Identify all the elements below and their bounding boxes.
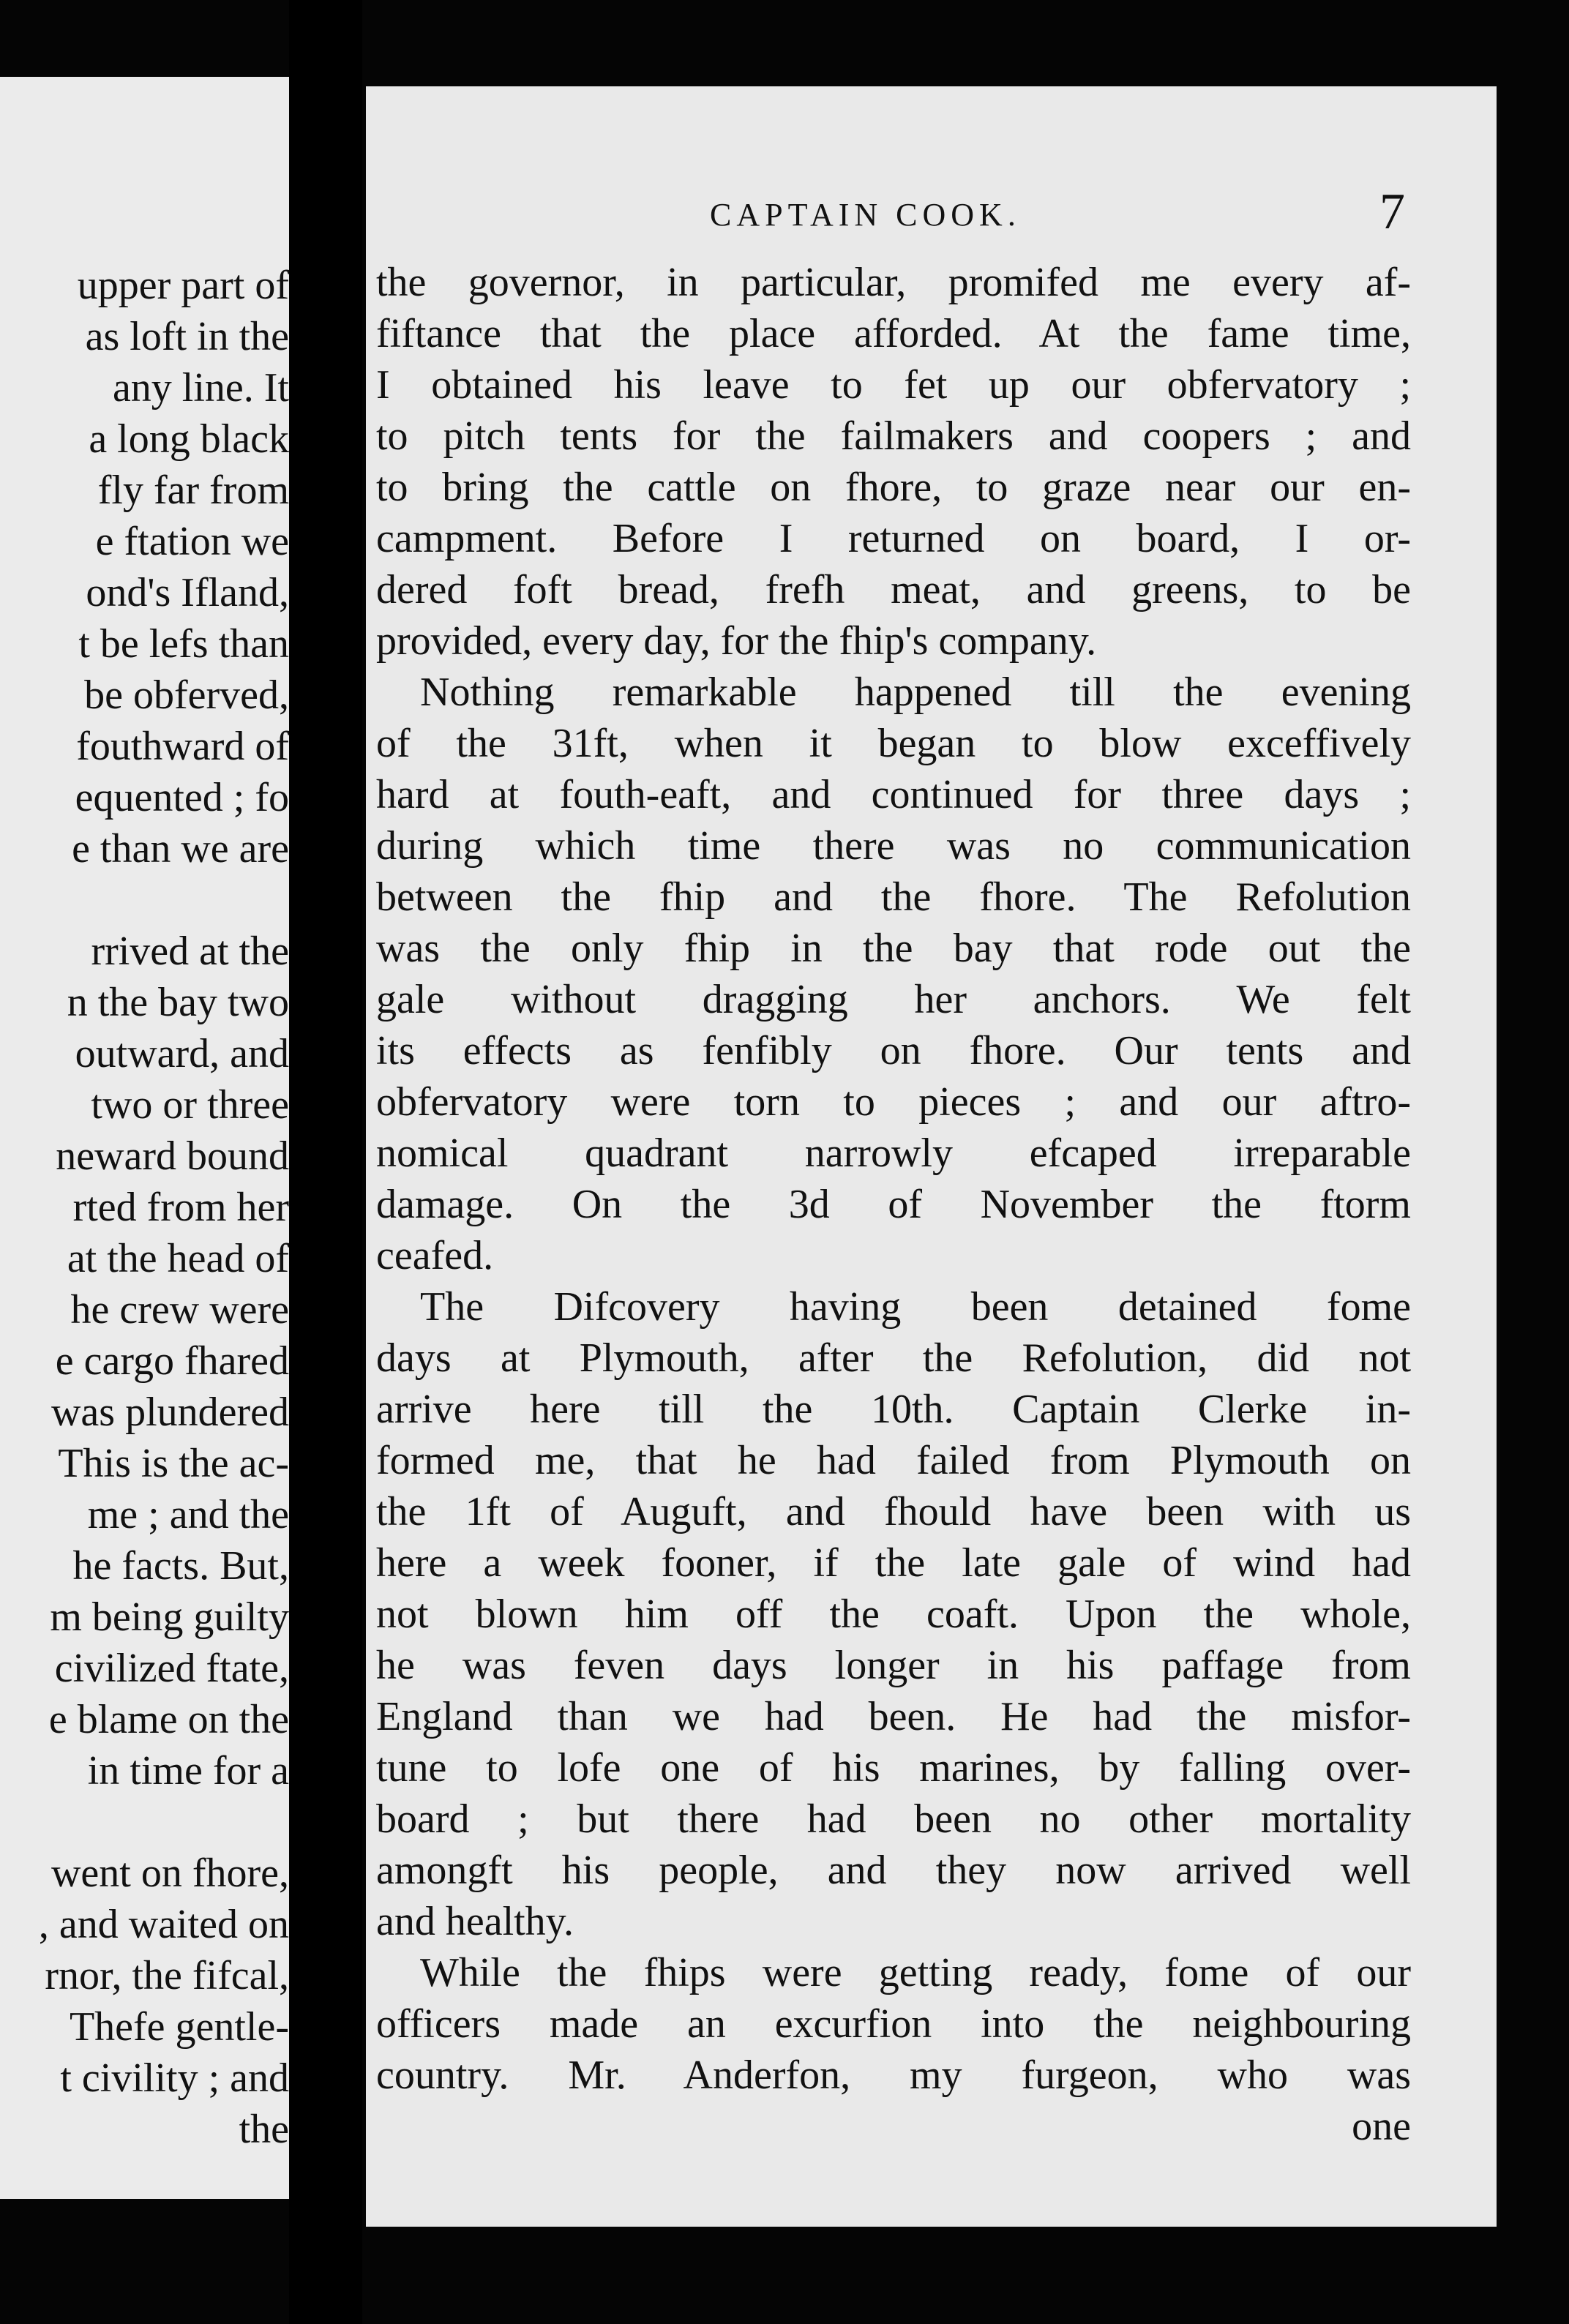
left-page-line: equented ; fo — [75, 775, 289, 820]
text-line: fiftance that the place afforded. At the fame time, — [376, 311, 1411, 356]
text-line: I obtained his leave to fet up our obfervatory ; — [376, 362, 1411, 408]
text-line: to bring the cattle on fhore, to graze near our en- — [376, 465, 1411, 510]
text-line: days at Plymouth, after the Refolution, did not — [376, 1335, 1411, 1381]
text-line: board ; but there had been no other mortality — [376, 1796, 1411, 1842]
text-line: England than we had been. He had the misfor- — [376, 1694, 1411, 1739]
text-line: of the 31ft, when it began to blow exceffively — [376, 721, 1411, 766]
left-page-line: t civility ; and — [60, 2055, 289, 2101]
text-line: was the only fhip in the bay that rode out the — [376, 926, 1411, 971]
text-line: its effects as fenfibly on fhore. Our tents and — [376, 1028, 1411, 1073]
text-line: The Difcovery having been detained fome — [420, 1284, 1411, 1330]
text-line: during which time there was no communication — [376, 823, 1411, 869]
left-page-line: he facts. But, — [72, 1543, 289, 1589]
left-page-line: was plundered — [50, 1390, 289, 1435]
left-page-line: rnor, the fifcal, — [45, 1953, 289, 1998]
text-line: officers made an excurfion into the neighbouring — [376, 2001, 1411, 2047]
left-page-line: e cargo fhared — [55, 1338, 289, 1384]
text-line: tune to lofe one of his marines, by falling over- — [376, 1745, 1411, 1791]
text-line: amongft his people, and they now arrived well — [376, 1848, 1411, 1893]
left-page-line: a long black — [89, 416, 289, 462]
left-page-line: outward, and — [75, 1031, 289, 1076]
text-line: country. Mr. Anderfon, my furgeon, who was — [376, 2053, 1411, 2098]
left-page-line: t be lefs than — [78, 621, 289, 667]
left-page-line: m being guilty — [50, 1594, 289, 1640]
left-page-line: fly far from — [97, 468, 289, 513]
left-page-fragment — [0, 77, 289, 2199]
text-line: arrive here till the 10th. Captain Clerke in- — [376, 1387, 1411, 1432]
body-text — [376, 257, 1411, 2152]
left-page-line: me ; and the — [87, 1492, 289, 1537]
left-page-line: n the bay two — [67, 980, 289, 1025]
left-page-line: be obferved, — [84, 672, 289, 718]
text-line: campment. Before I returned on board, I or- — [376, 516, 1411, 561]
left-page-line: any line. It — [112, 365, 289, 411]
text-line: gale without dragging her anchors. We felt — [376, 977, 1411, 1022]
left-page-line: upper part of — [77, 263, 289, 308]
left-page-line: two or three — [91, 1082, 289, 1128]
text-line: Nothing remarkable happened till the evening — [420, 670, 1411, 715]
text-line: damage. On the 3d of November the ftorm — [376, 1182, 1411, 1227]
left-page-line: neward bound — [56, 1133, 289, 1179]
right-page — [366, 86, 1497, 2227]
text-line: hard at fouth-eaft, and continued for three days ; — [376, 772, 1411, 817]
catchword: one — [1352, 2104, 1411, 2149]
text-line: ceafed. — [376, 1233, 494, 1278]
text-line: not blown him off the coaft. Upon the whole, — [376, 1592, 1411, 1637]
left-page-line: e than we are — [72, 826, 289, 872]
text-line: between the fhip and the fhore. The Refolution — [376, 874, 1411, 920]
left-page-line: This is the ac- — [58, 1441, 289, 1486]
text-line: the 1ft of Auguft, and fhould have been with us — [376, 1489, 1411, 1534]
text-line: formed me, that he had failed from Plymouth on — [376, 1438, 1411, 1483]
page-header — [366, 184, 1497, 255]
left-page-line: rted from her — [72, 1185, 289, 1230]
text-line: to pitch tents for the failmakers and coopers ; and — [376, 413, 1411, 459]
left-page-line: at the head of — [67, 1236, 289, 1281]
left-page-line: went on fhore, — [50, 1851, 289, 1896]
book-gutter — [289, 0, 362, 2324]
text-line: he was feven days longer in his paffage from — [376, 1643, 1411, 1688]
text-line: nomical quadrant narrowly efcaped irreparable — [376, 1131, 1411, 1176]
running-head: CAPTAIN COOK. — [710, 197, 1021, 233]
page-number: 7 — [1379, 184, 1405, 240]
text-line: the governor, in particular, promifed me every af- — [376, 260, 1411, 305]
text-line: obfervatory were torn to pieces ; and our aftro- — [376, 1079, 1411, 1125]
text-line: provided, every day, for the fhip's company. — [376, 618, 1097, 664]
left-page-line: rrived at the — [91, 929, 289, 974]
text-line: and healthy. — [376, 1899, 574, 1944]
left-page-line: ond's Ifland, — [86, 570, 289, 615]
left-page-line: civilized ftate, — [54, 1646, 289, 1691]
left-page-line: Thefe gentle- — [69, 2004, 289, 2050]
left-page-line: fouthward of — [76, 724, 289, 769]
left-page-line: e blame on the — [48, 1697, 289, 1742]
left-page-line: the — [239, 2107, 289, 2152]
left-page-line: , and waited on — [38, 1902, 289, 1947]
text-line: here a week fooner, if the late gale of wind had — [376, 1540, 1411, 1586]
left-page-line: he crew were — [70, 1287, 289, 1332]
left-page-line: as loft in the — [85, 314, 289, 359]
text-line: dered foft bread, frefh meat, and greens, to be — [376, 567, 1411, 612]
text-line: While the fhips were getting ready, fome of our — [420, 1950, 1411, 1995]
left-page-line: in time for a — [87, 1748, 289, 1793]
left-page-line: e ftation we — [95, 519, 289, 564]
